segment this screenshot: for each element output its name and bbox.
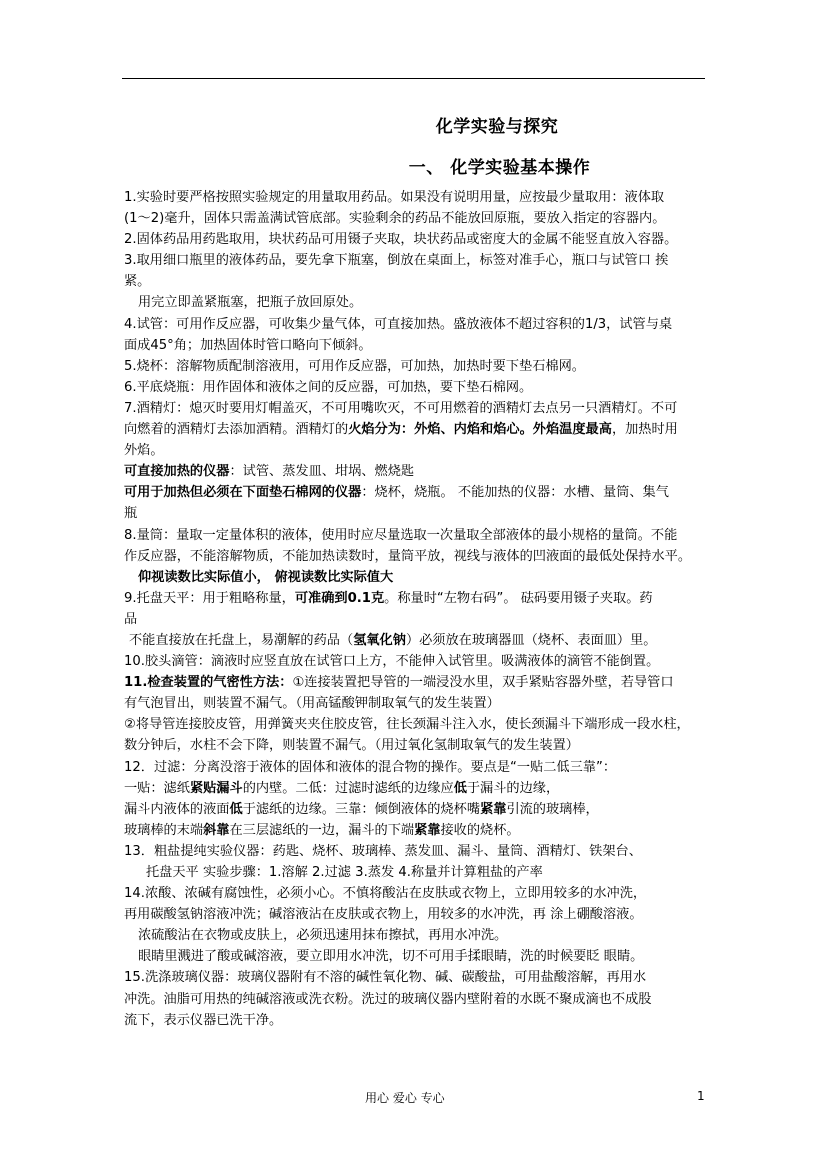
salt-line: 13．粗盐提纯实验仪器：药匙、烧杯、玻璃棒、蒸发皿、漏斗、量筒、酒精灯、铁架台、 — [124, 843, 642, 859]
lamp-text: 向燃着的酒精灯去添加酒精。酒精灯的 — [124, 422, 349, 438]
filter-line — [124, 799, 714, 820]
filter-emphasis: 低 — [453, 780, 467, 796]
gauze-heat-text: ：烧杯，烧瓶。 不能加热的仪器：水槽、量筒、集气 — [361, 485, 669, 501]
airtight-text: ①连接装置把导管的一端浸没水里，双手紧贴容器外壁，若导管口 — [292, 675, 674, 691]
airtight-line: ②将导管连接胶皮管，用弹簧夹夹住胶皮管，往长颈漏斗注入水，使长颈漏斗下端形成一段水柱， — [124, 717, 690, 733]
acid-line: 14.浓酸、浓碱有腐蚀性，必须小心。不慎将酸沾在皮肤或衣物上，立即用较多的水冲洗， — [124, 886, 647, 902]
balance-line — [124, 630, 714, 651]
footer-motto: 用心 爱心 专心 — [365, 1091, 445, 1105]
flame-parts-emphasis: 火焰分为：外焰、内焰和焰心。外焰温度最高 — [348, 422, 612, 438]
filter-text: 玻璃棒的末端 — [124, 822, 204, 838]
text-line: 6.平底烧瓶：用作固体和液体之间的反应器，可加热，要下垫石棉网。 — [124, 379, 533, 395]
text-line: 4.试管：可用作反应器，可收集少量气体，可直接加热。盛放液体不超过容积的1/3，试管与桌 — [124, 316, 673, 332]
text-line: (1～2)毫升，固体只需盖满试管底部。实验剩余的药品不能放回原瓶，要放入指定的容器内。 — [124, 211, 666, 227]
airtight-label: 11.检查装置的气密性方法： — [124, 675, 293, 691]
filter-emphasis: 紧靠 — [480, 801, 507, 817]
lamp-line: 7.酒精灯：熄灭时要用灯帽盖灭，不可用嘴吹灭，不可用燃着的酒精灯去点另一只酒精灯。不可 — [124, 400, 678, 416]
balance-text: ）必须放在玻璃器皿（烧杯、表面皿）里。 — [405, 632, 657, 648]
document-body — [124, 187, 714, 1031]
filter-text: 的内壁。二低：过滤时滤纸的边缘应 — [242, 780, 454, 796]
filter-line — [124, 820, 714, 841]
filter-text: 一贴：滤纸 — [124, 780, 190, 796]
document-title: 化学实验与探究 — [435, 117, 559, 137]
heat-line — [124, 461, 714, 482]
balance-line: 品 — [124, 611, 138, 627]
balance-text: 9.托盘天平：用于粗略称量， — [124, 590, 295, 606]
text-line: 3.取用细口瓶里的液体药品，要先拿下瓶塞，倒放在桌面上，标签对准手心，瓶口与试管口 挨 — [124, 253, 669, 269]
text-line: 用完立即盖紧瓶塞，把瓶子放回原处。 — [138, 295, 363, 311]
wash-line: 冲洗。油脂可用热的纯碱溶液或洗衣粉。洗过的玻璃仪器内壁附着的水既不聚成滴也不成股 — [124, 991, 652, 1007]
heat-line: 瓶 — [124, 506, 138, 522]
filter-text: 漏斗内液体的液面 — [124, 801, 230, 817]
balance-text: 不能直接放在托盘上，易潮解的药品（ — [129, 632, 354, 648]
acid-line: 眼睛里溅进了酸或碱溶液，要立即用水冲洗，切不可用手揉眼睛，洗的时候要眨 眼睛。 — [138, 949, 644, 965]
cylinder-line: 8.量筒：量取一定量体积的液体，使用时应尽量选取一次量取全部液体的最小规格的量筒。不能 — [124, 527, 678, 543]
header-rule — [122, 78, 705, 79]
cylinder-line: 作反应器，不能溶解物质，不能加热读数时，量筒平放，视线与液体的凹液面的最低处保持水平。 — [124, 548, 692, 564]
filter-emphasis: 斜靠 — [203, 822, 230, 838]
filter-line: 12．过滤：分离没溶于液体的固体和液体的混合物的操作。要点是“一贴二低三靠”： — [124, 759, 617, 775]
acid-line: 再用碳酸氢钠溶液冲洗；碱溶液沾在皮肤或衣物上，用较多的水冲洗，再 涂上硼酸溶液。 — [124, 907, 643, 923]
direct-heat-text: ：试管、蒸发皿、坩埚、燃烧匙 — [229, 464, 415, 480]
filter-emphasis: 低 — [229, 801, 243, 817]
filter-text: 接收的烧杯。 — [440, 822, 520, 838]
text-line: 2.固体药品用药匙取用，块状药品可用镊子夹取，块状药品或密度大的金属不能竖直放入容器。 — [124, 232, 678, 248]
lamp-text: ，加热时用 — [611, 422, 678, 438]
balance-precision: 可准确到0.1克 — [294, 590, 385, 606]
airtight-line — [124, 672, 714, 693]
gauze-heat-label: 可用于加热但必须在下面垫石棉网的仪器 — [124, 485, 362, 501]
filter-line — [124, 778, 714, 799]
filter-emphasis: 紧靠 — [414, 822, 441, 838]
reading-rule: 仰视读数比实际值小， 俯视读数比实际值大 — [138, 569, 394, 585]
wash-line: 15.洗涤玻璃仪器：玻璃仪器附有不溶的碱性氧化物、碱、碳酸盐，可用盐酸溶解，再用水 — [124, 970, 647, 986]
airtight-line: 有气泡冒出，则装置不漏气。（用高锰酸钾制取氧气的发生装置） — [124, 696, 500, 712]
section-heading: 一、 化学实验基本操作 — [408, 158, 591, 178]
lamp-line: 外焰。 — [124, 443, 164, 459]
acid-line: 浓硫酸沾在衣物或皮肤上，必须迅速用抹布擦拭，再用水冲洗。 — [138, 928, 508, 944]
balance-text: 。称量时“左物右码”。 砝码要用镊子夹取。药 — [384, 590, 653, 606]
text-line: 1.实验时要严格按照实验规定的用量取用药品。如果没有说明用量，应按最少量取用：液体取 — [124, 190, 665, 205]
balance-line — [124, 588, 714, 609]
text-line: 面成45°角；加热固体时管口略向下倾斜。 — [124, 337, 372, 353]
page-number: 1 — [697, 1089, 705, 1103]
filter-text: 于滤纸的边缘。三靠：倾倒液体的烧杯嘴 — [242, 801, 481, 817]
salt-line: 托盘天平 实验步骤：1.溶解 2.过滤 3.蒸发 4.称量并计算粗盐的产率 — [146, 865, 543, 880]
filter-emphasis: 紧贴漏斗 — [189, 780, 243, 796]
filter-text: 引流的玻璃棒， — [506, 801, 599, 817]
direct-heat-label: 可直接加热的仪器 — [124, 464, 230, 480]
lamp-line — [124, 419, 714, 440]
naoh-emphasis: 氢氧化钠 — [353, 632, 406, 648]
filter-text: 在三层滤纸的一边，漏斗的下端 — [229, 822, 415, 838]
text-line: 5.烧杯：溶解物质配制溶液用，可用作反应器，可加热，加热时要下垫石棉网。 — [124, 358, 585, 374]
filter-text: 于漏斗的边缘， — [466, 780, 560, 796]
text-line: 紧。 — [124, 274, 151, 290]
airtight-line: 数分钟后，水柱不会下降，则装置不漏气。（用过氧化氢制取氧气的发生装置） — [124, 738, 579, 754]
wash-line: 流下，表示仪器已洗干净。 — [124, 1012, 283, 1028]
dropper-line: 10.胶头滴管：滴液时应竖直放在试管口上方，不能伸入试管里。吸满液体的滴管不能倒置。 — [124, 654, 660, 670]
heat-line — [124, 482, 714, 503]
